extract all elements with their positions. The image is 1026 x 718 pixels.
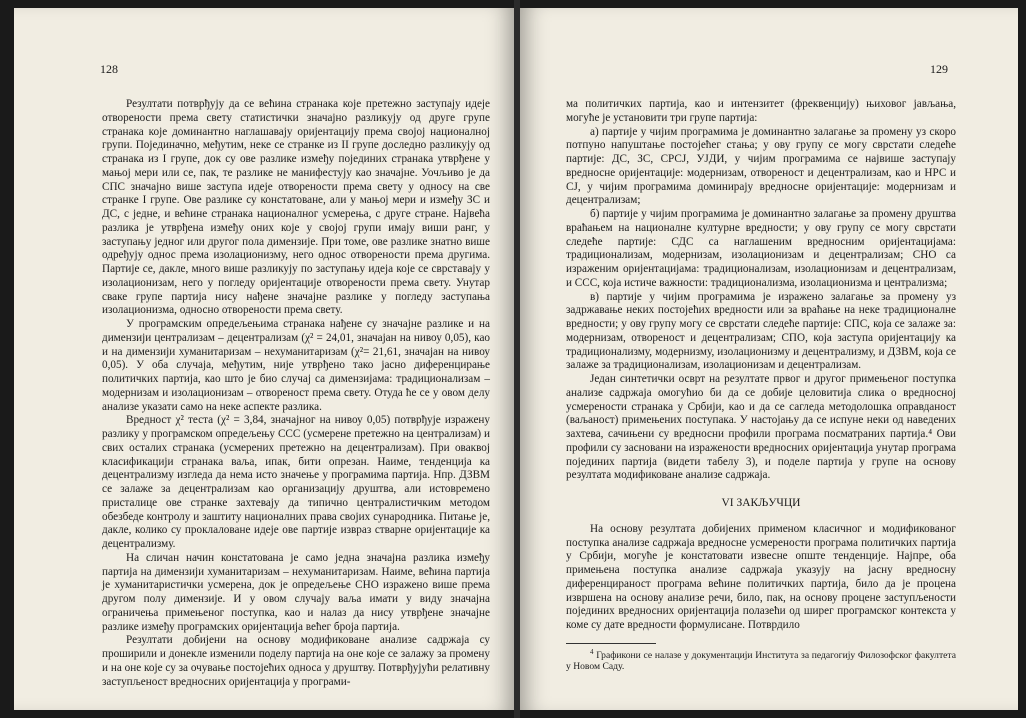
footnote [566, 647, 956, 672]
paragraph: У програмским опредељењима странака нађене су значајне разлике и на димензији централизам – децентрализам (χ² = 24,01, значајан на нивоу 0,05), као и на димензији хуманитаризам – нехуманитаризам (χ²= 21,61, значајан на нивоу 0,05). У оба случаја, међутим, није утврђено тако јасно диференцирање политичких партија, као што је био случај са димензијама: традиционализам – модернизам и изолационизам – отвореност према свету. Отуда ће се у овом делу анализе указати само на неке аспекте разлика. [102, 318, 490, 413]
page-number-right: 129 [930, 62, 948, 76]
list-item-c: в) партије у чијим програмима је изражено залагање за промену уз задржавање неких постојећих вредности или за враћање на неке традиционалне вредности; у ову групу могу се сврстати следеће партије: СПС, која се залаже за: модернизам, отвореност и децентрализам; СПО, која заступа оријентацију ка традиционализму, модернизму, изолационизму и децентрализму, и ДЗВМ, која се залаже за традиционализам, изолационизам и децентрализам. [566, 290, 956, 372]
right-page-body [566, 98, 956, 672]
left-page [14, 8, 514, 710]
paragraph: Резултати добијени на основу модификоване анализе садржаја су проширили и донекле изменили поделу партија на оне које се залажу за промену и на оне које су за очување постојећих односа у друштву. Потврђујући релативну заступљеност вредносних оријентација у програми- [102, 634, 490, 688]
left-page-body [102, 98, 490, 689]
paragraph: ма политичких партија, као и интензитет (фреквенцију) њиховог јављања, могуће је установити три групе партија: [566, 98, 956, 124]
list-item-b: б) партије у чијим програмима је доминантно залагање за промену друштва враћањем на националне културне вредности; у ову групу се могу сврстати следеће партије: СДС са наглашеним вредносним оријентацијама: традиционализам, модернизам, изолационизам и децентрализам; СНО са израженим оријентацијама: традиционализам, изолационизам и децентрализам, и ССС, која истиче важности: традиционализма, изолационизма и централизма; [566, 208, 956, 289]
paragraph: На сличан начин констатована је само једна значајна разлика између партија на димензији хуманитаризам – нехуманитаризам. Наиме, већина партија је хуманитаристички усмерена, док је опредељење СНО изражено више према другом полу димензије. И у овом случају ваља имати у виду значајна ограничења примењеног поступка, као и налаз да нису утврђене значајне разлике између програмских оријентација већег броја партија. [102, 551, 490, 633]
right-page [520, 8, 1018, 710]
footnote-rule [566, 643, 656, 644]
footnote-text: Графикони се налазе у документацији Института за педагогију Филозофског факултета у Новом Саду. [566, 649, 956, 672]
paragraph: Резултати потврђују да се већина странака које претежно заступају идеје отворености према свету статистички значајно разликују од друге групе странака које доминантно наглашавају оријентацију према својој националној групи. Појединачно, међутим, неке се странке из II групе доследно разликују од странака из I групе, док су ове разлике између појединих странака утврђене у мањој мери или се, пак, те разлике не манифестују као значајне. Уочљиво је да СПС значајно више заступа идеје отворености према свету у односу на све странке I групе. Ове разлике су констатоване, али у мањој мери и између ЗС и ДС, с једне, и већине странака националног усмерења, с друге стране. Највећа разлика је утврђена између оних које у својој групи имају виши ранг, у заступању једног или другог пола димензије. При томе, ове разлике знатно више одређују однос према изолационизму, него однос отворености према другима. Партије се, дакле, много више разликују по заступању идеја које се сврставају у изолационизам, него у погледу оријентације отворености према свету. Унутар сваке групе партија нису нађене значајне разлике у погледу заступања изолационизма, односно отворености према свету. [102, 98, 490, 317]
list-item-a: а) партије у чијим програмима је доминантно залагање за промену уз скоро потпуно напуштање постојећег стања; у ову групу се могу сврстати следеће партије: ДС, ЗС, СРСЈ, УЈДИ, у чијим програмима се највише заступају вредносне оријентације: модернизам, отвореност и децентрализам, као и НРС и СЈ, у чијим програмима доминирају вредносне оријентације: модернизам и децентрализам; [566, 125, 956, 207]
page-number-left: 128 [100, 62, 118, 76]
paragraph: Вредност χ² теста (χ² = 3,84, значајног на нивоу 0,05) потврђује изражену разлику у програмском опредељењу ССС (усмерене претежно на централизам) и свих осталих странака (усмерених претежно на децентрализам). При оваквој класификацији странака ваља, ипак, бити опрезан. Наиме, тенденција ка децентрализму изгледа да нема исто значење у програмима партија. Нпр. ДЗВМ се залаже за децентрализам као организацију друштва, али истовремено присталице ове странке захтевају да типично централистичким методом обезбеде контролу и заштиту националних права својих сународника. Питање је, дакле, колико су проклаловане идеје ове партије извраз стварне оријентације ка децентрализму. [102, 414, 490, 550]
paragraph: Један синтетички осврт на резултате првог и другог примењеног поступка анализе садржаја омогућио би да се добије целовитија слика о вредносној усмерености странака у Србији, као и да се сагледа методолошка оправданост (ваљаност) примењених поступака. У настојању да се испуне неки од наведених захтева, сачињени су вредносни профили програма посматраних партија.⁴ Ови профили су засновани на изражености вредносних оријентација унутар програма појединих партија (видети табелу 3), и поделе партија у групе на основу резултата модификоване анализе садржаја. [566, 373, 956, 482]
section-heading: VI ЗАКЉУЧЦИ [721, 497, 801, 509]
footnote-mark: 4 [590, 647, 594, 656]
paragraph: На основу резултата добијених применом класичног и модификованог поступка анализе садржаја вредносне усмерености програма политичких партија у Србији, могуће је констатовати извесне опште тенденције. Најпре, оба примењена поступка анализе садржаја указују на јасну вредносну диференцираност програма већине политичких партија, било да је процена извршена на основу анализе речи, било, пак, на основу процене заступљености појединих вредносних оријентација полазећи од ширег програмског контекста у коме су дате вредности формулисане. Потврдило [566, 522, 956, 631]
